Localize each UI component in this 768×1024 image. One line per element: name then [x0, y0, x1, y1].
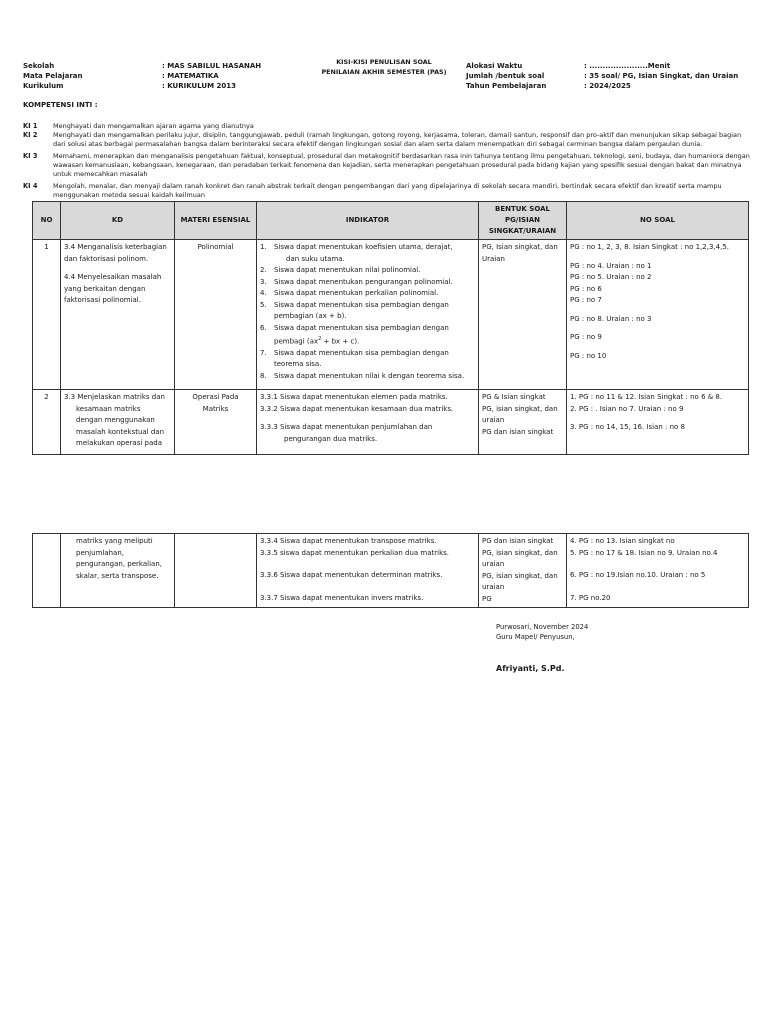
spacer	[570, 582, 745, 593]
spacer	[64, 265, 171, 272]
ki4-label: KI 4	[23, 182, 38, 190]
kd-text: melakukan operasi pada	[76, 439, 162, 447]
tahun-value: : 2024/2025	[584, 82, 631, 90]
row2-no-soal	[567, 390, 749, 455]
kisi-kisi-table-continued	[32, 533, 749, 608]
indikator-fragment: pembagi (ax	[274, 337, 319, 346]
table-row	[33, 534, 749, 608]
document-title: KISI-KISI PENULISAN SOAL	[336, 58, 432, 66]
bentuk-line: PG, Isian singkat, dan	[482, 243, 558, 251]
indikator-text: 3.3.2 Siswa dapat menentukan kesamaan dua matriks.	[260, 404, 454, 413]
header-kd: KD	[61, 202, 175, 240]
bentuk-line: PG, isian singkat, dan	[482, 571, 558, 580]
indikator-text	[274, 242, 475, 265]
row1-kd	[61, 240, 175, 390]
bentuk-line: uraian	[482, 583, 505, 591]
alokasi-value: : ......................Menit	[584, 62, 671, 70]
indikator-item	[260, 277, 475, 289]
mapel-value: : MATEMATIKA	[162, 72, 219, 80]
row3-bentuk-soal	[479, 534, 567, 608]
row2-no: 2	[33, 390, 61, 455]
indikator-fragment: + bx + c).	[321, 337, 360, 346]
no-soal-line: 1. PG : no 11 & 12. Isian Singkat : no 6 & 8.	[570, 393, 723, 401]
header-bentuk-line3: SINGKAT/URAIAN	[488, 227, 557, 235]
table-row	[33, 390, 749, 455]
row1-materi: Polinomial	[175, 240, 257, 390]
kd-text: skalar, serta transpose.	[76, 571, 159, 580]
row1-no-soal	[567, 240, 749, 390]
kd-text: faktorisasi polinomial.	[64, 296, 141, 304]
kd-text: 3.4 Menganalisis keterbagian	[64, 243, 167, 251]
indikator-text: 3.3.1 Siswa dapat menentukan elemen pada matriks.	[260, 393, 448, 401]
header-indikator: INDIKATOR	[257, 202, 479, 240]
no-soal-line: PG : no 7	[570, 296, 602, 304]
kd-text: masalah kontekstual dan	[76, 427, 165, 436]
spacer	[570, 325, 745, 332]
header-bentuk-soal	[479, 202, 567, 240]
indikator-line: Siswa dapat menentukan koefisien utama, derajat,	[274, 243, 453, 251]
header-materi: MATERI ESENSIAL	[175, 202, 257, 240]
header-no-soal: NO SOAL	[567, 202, 749, 240]
materi-line: Operasi Pada	[192, 393, 239, 401]
indikator-text	[274, 300, 475, 323]
no-soal-line: PG : no 1, 2, 3, 8. Isian Singkat : no 1,2,3,4,5.	[570, 243, 730, 251]
no-soal-line: PG : no 10	[570, 351, 607, 360]
indikator-text: 3.3.6 Siswa dapat menentukan determinan matriks.	[260, 571, 443, 579]
row1-no: 1	[33, 240, 61, 390]
indikator-line: pembagian (ax + b).	[274, 312, 347, 320]
no-soal-line: 7. PG no.20	[570, 593, 611, 602]
sekolah-label: Sekolah	[23, 62, 55, 70]
header-bentuk-line2: PG/ISIAN	[505, 216, 540, 224]
spacer	[260, 582, 475, 593]
row3-indikator	[257, 534, 479, 608]
spacer	[570, 307, 745, 314]
no-soal-line: 2. PG : . Isian no 7. Uraian : no 9	[570, 404, 684, 413]
bentuk-line: Uraian	[482, 254, 505, 263]
indikator-line: teorema sisa.	[274, 360, 322, 369]
kd-text: penjumlahan,	[76, 548, 125, 557]
indikator-text: Siswa dapat menentukan perkalian polinomial.	[274, 289, 439, 297]
kurikulum-value: : KURIKULUM 2013	[162, 82, 236, 90]
spacer	[570, 415, 745, 422]
row1-bentuk-soal	[479, 240, 567, 390]
superscript: 2	[318, 336, 322, 342]
indikator-number: 1.	[260, 243, 267, 251]
row2-materi	[175, 390, 257, 455]
indikator-number: 3.	[260, 277, 267, 286]
ki1-text: Menghayati dan mengamalkan ajaran agama yang dianutnya	[53, 122, 254, 130]
kd-text: dengan menggunakan	[76, 416, 155, 424]
indikator-item	[260, 265, 475, 277]
no-soal-line: PG : no 8. Uraian : no 3	[570, 314, 652, 323]
table-row	[33, 240, 749, 390]
indikator-number: 5.	[260, 300, 267, 309]
indikator-item	[260, 371, 475, 383]
bentuk-line: PG dan isian singkat	[482, 427, 554, 436]
no-soal-line: PG : no 4. Uraian : no 1	[570, 261, 652, 270]
indikator-text: 3.3.5 siswa dapat menentukan perkalian dua matriks.	[260, 548, 450, 557]
indikator-number: 8.	[260, 371, 267, 380]
tahun-label: Tahun Pembelajaran	[466, 82, 547, 90]
indikator-text: Siswa dapat menentukan pengurangan polinomial.	[274, 277, 453, 286]
no-soal-line: PG : no 5. Uraian : no 2	[570, 273, 652, 281]
indikator-text	[274, 323, 475, 348]
kd-text: kesamaan matriks	[76, 404, 141, 413]
no-soal-line: PG : no 9	[570, 333, 602, 341]
spacer	[570, 254, 745, 261]
spacer	[570, 559, 745, 570]
bentuk-line: PG, isian singkat, dan	[482, 404, 558, 413]
bentuk-line: PG & Isian singkat	[482, 393, 546, 401]
jumlah-label: Jumlah /bentuk soal	[466, 72, 545, 80]
row2-kd	[61, 390, 175, 455]
spacer	[260, 559, 475, 570]
indikator-line: Siswa dapat menentukan sisa pembagian dengan	[274, 348, 449, 357]
indikator-item	[260, 300, 475, 323]
indikator-text: 3.3.3 Siswa dapat menentukan penjumlahan dan	[260, 423, 433, 431]
kurikulum-label: Kurikulum	[23, 82, 64, 90]
ki2-text: Menghayati dan mengamalkan perilaku jujur, disiplin, tanggungjawab, peduli (ramah lingkungan, gotong royong, kerjasama, toleran, damai) santun, responsif dan pro-aktif dan menunjukan sikap sebagai bagian dari solusi atas berbagai permasalahan bangsa dalam berinteraksi secara efektif dengan lingkungan sosial dan alam serta dalam menempatkan diri sebagai cerminan bangsa dalam pergaulan dunia.	[53, 131, 742, 149]
ki4-text: Mengolah, menalar, dan menyaji dalam ranah konkret dan ranah abstrak terkait dengan pengembangan dari yang dipelajarinya di sekolah secara mandiri, bertindak secara efektif dan kreatif serta mampu menggunakan metoda sesuai kaidah keilmuan	[53, 182, 722, 200]
indikator-number: 4.	[260, 289, 267, 297]
no-soal-line: 4. PG : no 13. Isian singkat no	[570, 537, 675, 545]
row3-materi	[175, 534, 257, 608]
indikator-number: 6.	[260, 323, 267, 332]
indikator-line: Siswa dapat menentukan sisa pembagian dengan	[274, 300, 449, 309]
no-soal-line: 3. PG : no 14, 15, 16. Isian : no 8	[570, 423, 685, 431]
no-soal-line: 5. PG : no 17 & 18. Isian no 9. Uraian no.4	[570, 548, 718, 557]
row3-no	[33, 534, 61, 608]
document-subtitle: PENILAIAN AKHIR SEMESTER (PAS)	[321, 68, 447, 76]
bentuk-line: PG	[482, 594, 492, 603]
indikator-item	[260, 348, 475, 371]
indikator-text	[274, 348, 475, 371]
indikator-item	[260, 288, 475, 300]
indikator-text: Siswa dapat menentukan nilai k dengan teorema sisa.	[274, 371, 465, 380]
alokasi-label: Alokasi Waktu	[466, 62, 523, 70]
ki1-label: KI 1	[23, 122, 38, 130]
kd-text: yang berkaitan dengan	[64, 284, 146, 293]
row2-indikator	[257, 390, 479, 455]
indikator-line	[274, 334, 475, 348]
indikator-line: Siswa dapat menentukan sisa pembagian dengan	[274, 323, 449, 332]
bentuk-line: PG, isian singkat, dan	[482, 548, 558, 557]
sekolah-value: : MAS SABILUL HASANAH	[162, 62, 262, 70]
jumlah-value: : 35 soal/ PG, Isian Singkat, dan Uraian	[584, 72, 739, 80]
ki3-text: Memahami, menerapkan dan menganalisis pengetahuan faktual, konseptual, prosedural dan metakognitif berdasarkan rasa inin tahunya tentang ilmu pengetahuan, teknologi, seni, budaya, dan humaniora dengan wawasan kemanusiaan, kebangsaan, kenegaraan, dan peradaban terkait fenomena dan kejadian, serta menerapkan pengetahuan prosedural pada bidang kajian yang spesifik sesuai dengan bakat dan minatnya untuk memecahkan masalah	[53, 152, 750, 179]
kompetensi-heading: KOMPETENSI INTI :	[23, 101, 98, 109]
indikator-item	[260, 323, 475, 348]
row2-bentuk-soal	[479, 390, 567, 455]
kd-text: 3.3 Menjelaskan matriks dan	[64, 393, 165, 401]
materi-line: Matriks	[202, 404, 229, 413]
header-bentuk-line1: BENTUK SOAL	[495, 205, 550, 213]
kd-text: matriks yang meliputi	[76, 537, 153, 545]
indikator-number: 2.	[260, 266, 267, 274]
signature-name: Afriyanti, S.Pd.	[496, 664, 565, 673]
indikator-text: 3.3.7 Siswa dapat menentukan invers matriks.	[260, 593, 424, 602]
no-soal-line: 6. PG : no 19.Isian no.10. Uraian : no 5	[570, 571, 706, 579]
bentuk-line: PG dan isian singkat	[482, 537, 554, 545]
kd-text: 4.4 Menyelesaikan masalah	[64, 273, 162, 281]
kisi-kisi-table	[32, 201, 749, 455]
signature-place-date: Purwosari, November 2024	[496, 623, 589, 631]
indikator-text: 3.3.4 Siswa dapat menentukan transpose matriks.	[260, 537, 437, 545]
row3-kd	[61, 534, 175, 608]
bentuk-line: uraian	[482, 560, 505, 568]
ki2-label: KI 2	[23, 131, 38, 139]
row1-indikator	[257, 240, 479, 390]
spacer	[260, 415, 475, 422]
no-soal-line: PG : no 6	[570, 284, 602, 293]
header-no: NO	[33, 202, 61, 240]
signature-role: Guru Mapel/ Penyusun,	[496, 633, 575, 641]
ki3-label: KI 3	[23, 152, 38, 160]
row3-no-soal	[567, 534, 749, 608]
spacer	[570, 344, 745, 351]
indikator-text: Siswa dapat menentukan nilai polinomial.	[274, 266, 421, 274]
bentuk-line: uraian	[482, 416, 505, 424]
indikator-line: dan suku utama.	[286, 254, 345, 263]
indikator-item	[260, 242, 475, 265]
mapel-label: Mata Pelajaran	[23, 72, 83, 80]
table-header-row	[33, 202, 749, 240]
indikator-text: pengurangan dua matriks.	[284, 434, 378, 443]
kd-text: pengurangan, perkalian,	[76, 560, 162, 568]
kd-text: dan faktorisasi polinom.	[64, 254, 149, 263]
indikator-number: 7.	[260, 348, 267, 357]
